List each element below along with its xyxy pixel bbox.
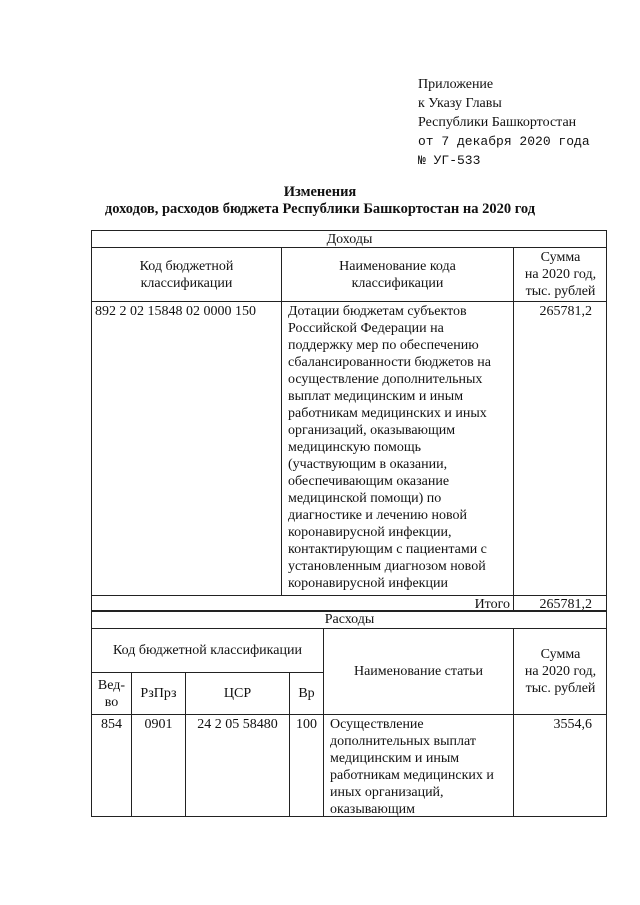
expenses-row-csr bbox=[185, 714, 289, 817]
expenses-header-csr bbox=[185, 672, 289, 714]
expenses-row-sum-text: 3554,6 bbox=[553, 717, 592, 732]
expenses-row-name-text: Осуществление дополнительных выплат медицинским и иным работникам медицинских и иных организаций, оказывающим bbox=[330, 717, 494, 817]
document-title: Изменения bbox=[283, 184, 357, 200]
expenses-header-code-text: Код бюджетной классификации bbox=[113, 643, 302, 658]
income-header-sum-line-3: тыс. рублей bbox=[525, 284, 596, 299]
income-row-code-text: 892 2 02 15848 02 0000 150 bbox=[95, 304, 256, 319]
income-header-name-text: Наименование кода классификации bbox=[339, 258, 456, 291]
expenses-header-ved bbox=[91, 672, 131, 714]
document-subtitle: доходов, расходов бюджета Республики Башкортостан на 2020 год bbox=[104, 201, 536, 217]
income-total-sum bbox=[513, 595, 607, 611]
income-header-code-text: Код бюджетной классификации bbox=[139, 258, 234, 291]
expenses-row-sum bbox=[513, 714, 607, 817]
income-header-sum-line-2: на 2020 год, bbox=[524, 267, 597, 282]
income-row-sum-text: 265781,2 bbox=[539, 304, 592, 319]
appendix-line-1: Приложение bbox=[418, 77, 494, 92]
expenses-header-sum-line-1: Сумма bbox=[540, 647, 581, 662]
income-row-name-text: Дотации бюджетам субъектов Российской Федерации на поддержку мер по обеспечению сбалансированности бюджетов на осуществление дополнительных выплат медицинским и иным работникам медицинских и иных организаций, оказывающим медицинскую помощь (участвующим в оказании, обеспечивающим оказание медицинской помощи) по диагностике и лечению новой коронавирусной инфекции, контактирующим с пациентами с установленным диагнозом новой коронавирусной инфекции bbox=[288, 304, 491, 591]
expenses-section-caption bbox=[91, 611, 607, 628]
appendix-block bbox=[418, 75, 590, 170]
income-header-name bbox=[281, 247, 513, 301]
expenses-header-sum bbox=[513, 628, 607, 714]
expenses-section-label: Расходы bbox=[324, 612, 375, 627]
expenses-row-ved bbox=[91, 714, 131, 817]
expenses-header-ved-line-1: Вед- bbox=[97, 677, 126, 693]
income-section-label: Доходы bbox=[326, 232, 373, 247]
expenses-row-rzprz-text: 0901 bbox=[144, 717, 173, 732]
expenses-header-code bbox=[91, 628, 323, 672]
expenses-header-name bbox=[323, 628, 513, 714]
expenses-row-csr-text: 24 2 05 58480 bbox=[197, 717, 278, 732]
expenses-header-rzprz bbox=[131, 672, 185, 714]
expenses-header-name-text: Наименование статьи bbox=[353, 664, 484, 679]
appendix-number: № УГ-533 bbox=[418, 153, 481, 168]
appendix-line-2: к Указу Главы bbox=[418, 96, 502, 111]
expenses-header-vr bbox=[289, 672, 323, 714]
expenses-row-vr bbox=[289, 714, 323, 817]
expenses-header-sum-line-3: тыс. рублей bbox=[525, 681, 596, 696]
expenses-header-vr-text: Вр bbox=[298, 686, 315, 701]
appendix-date: от 7 декабря 2020 года bbox=[418, 134, 590, 149]
expenses-header-sum-line-2: на 2020 год, bbox=[524, 664, 597, 679]
income-header-code bbox=[91, 247, 281, 301]
income-row-sum bbox=[513, 301, 607, 595]
income-total-sum-text: 265781,2 bbox=[539, 597, 592, 612]
income-total-label-text: Итого bbox=[474, 597, 510, 612]
appendix-line-3: Республики Башкортостан bbox=[418, 115, 577, 130]
expenses-row-name bbox=[323, 714, 513, 817]
income-total-label bbox=[91, 595, 513, 611]
expenses-row-ved-text: 854 bbox=[101, 717, 122, 732]
income-header-sum bbox=[513, 247, 607, 301]
expenses-table bbox=[91, 611, 607, 817]
income-row-code bbox=[91, 301, 281, 595]
income-row-name bbox=[281, 301, 513, 595]
expenses-row-vr-text: 100 bbox=[296, 717, 317, 732]
income-section-caption bbox=[91, 230, 607, 247]
expenses-header-rzprz-text: РзПрз bbox=[140, 686, 177, 701]
income-table bbox=[91, 230, 607, 611]
income-header-sum-line-1: Сумма bbox=[540, 250, 581, 265]
expenses-header-csr-text: ЦСР bbox=[223, 686, 252, 701]
expenses-row-rzprz bbox=[131, 714, 185, 817]
expenses-header-ved-line-2: во bbox=[104, 694, 119, 710]
